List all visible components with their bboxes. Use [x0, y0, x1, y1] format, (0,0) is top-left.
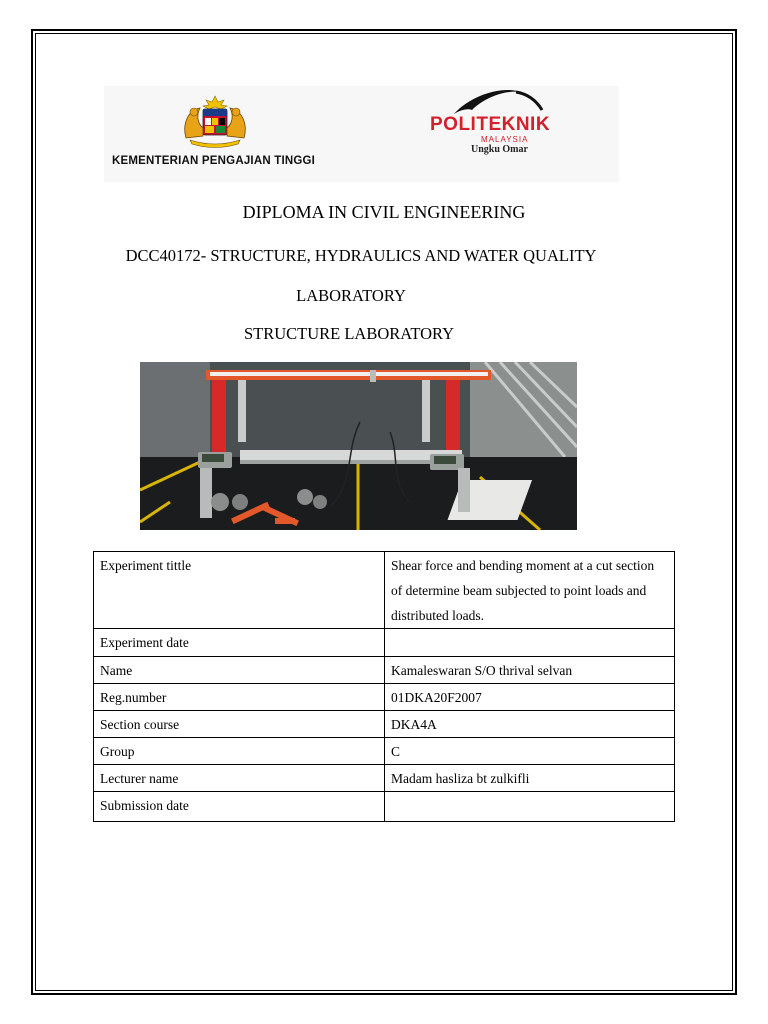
field-value [385, 792, 675, 822]
malaysia-coat-of-arms-logo [176, 94, 254, 150]
field-value: C [385, 738, 675, 765]
field-label: Reg.number [94, 684, 385, 711]
experiment-details-table [93, 551, 675, 822]
institution-country: MALAYSIA [481, 135, 529, 144]
field-label: Lecturer name [94, 765, 385, 792]
lab-title: STRUCTURE LABORATORY [243, 324, 455, 343]
table-row [94, 711, 675, 738]
institution-brand: POLITEKNIK [430, 114, 551, 135]
table-row [94, 792, 675, 822]
field-value: DKA4A [385, 711, 675, 738]
program-title: DIPLOMA IN CIVIL ENGINEERING [242, 202, 526, 222]
institution-campus: Ungku Omar [471, 144, 528, 155]
field-value: Kamaleswaran S/O thrival selvan [385, 657, 675, 684]
field-label: Name [94, 657, 385, 684]
table-row [94, 552, 675, 629]
table-row [94, 765, 675, 792]
field-label: Group [94, 738, 385, 765]
field-value: Shear force and bending moment at a cut section of determine beam subjected to point loads and distributed loads. [385, 552, 675, 629]
field-value: 01DKA20F2007 [385, 684, 675, 711]
field-label: Section course [94, 711, 385, 738]
table-row [94, 738, 675, 765]
field-label: Submission date [94, 792, 385, 822]
field-value: Madam hasliza bt zulkifli [385, 765, 675, 792]
table-row [94, 684, 675, 711]
course-title-line1: DCC40172- STRUCTURE, HYDRAULICS AND WATER QUALITY [125, 246, 597, 265]
table-row [94, 629, 675, 657]
lab-apparatus-photo [140, 362, 577, 530]
field-value [385, 629, 675, 657]
ministry-name: KEMENTERIAN PENGAJIAN TINGGI [112, 155, 316, 167]
course-title-line2: LABORATORY [296, 286, 406, 305]
field-label: Experiment date [94, 629, 385, 657]
table-row [94, 657, 675, 684]
field-label: Experiment tittle [94, 552, 385, 629]
